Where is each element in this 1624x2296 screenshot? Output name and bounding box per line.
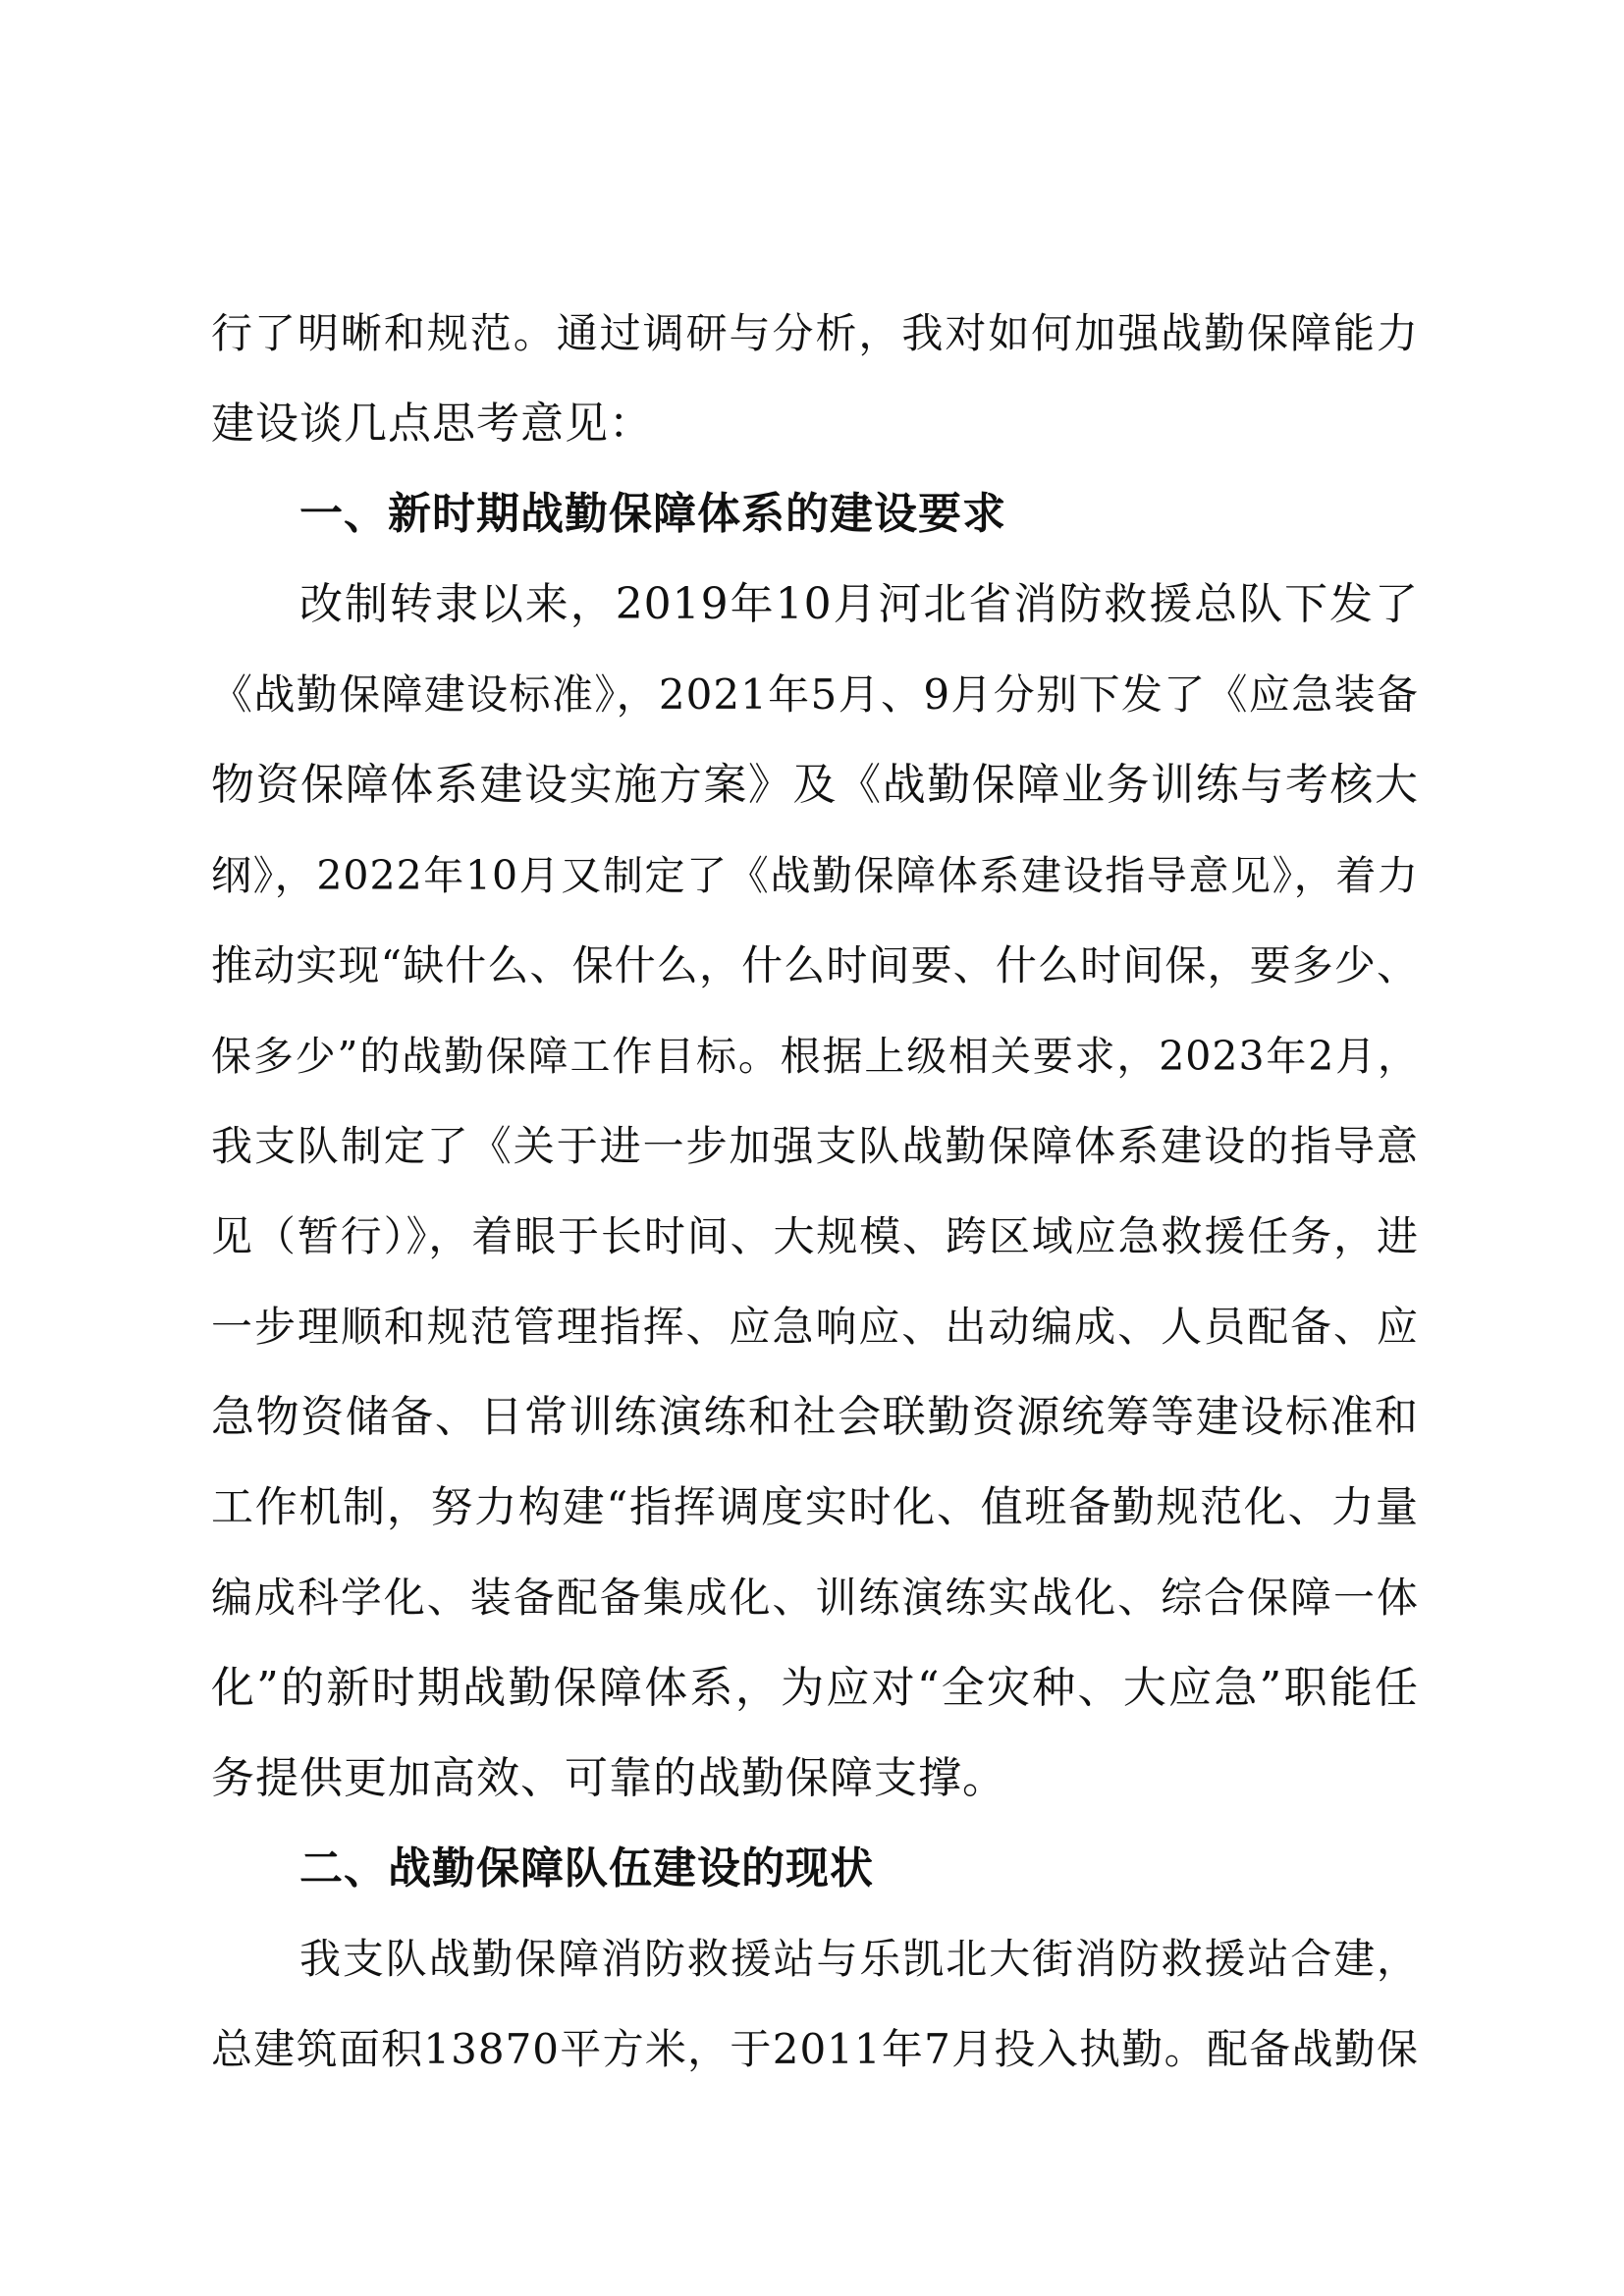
body-text-line: 保多少”的战勤保障工作目标。根据上级相关要求，2023年2月，: [211, 1033, 1419, 1080]
body-text-line: 急物资储备、日常训练演练和社会联勤资源统筹等建设标准和: [211, 1392, 1419, 1442]
body-text-line: 编成科学化、装备配备集成化、训练演练实战化、综合保障一体: [211, 1574, 1419, 1622]
body-text-line: 我支队战勤保障消防救援站与乐凯北大街消防救援站合建，: [299, 1935, 1419, 1983]
body-text-line: 工作机制，努力构建“指挥调度实时化、值班备勤规范化、力量: [211, 1483, 1419, 1532]
body-text-line: 建设谈几点思考意见：: [211, 399, 653, 449]
section-heading-2: 二、战勤保障队伍建设的现状: [299, 1843, 874, 1894]
body-text-line: 推动实现“缺什么、保什么，什么时间要、什么时间保，要多少、: [211, 941, 1419, 989]
body-text-line: 化”的新时期战勤保障体系，为应对“全灾种、大应急”职能任: [211, 1663, 1419, 1713]
body-text-line: 务提供更加高效、可靠的战勤保障支撑。: [211, 1753, 1006, 1803]
body-text-line: 改制转隶以来，2019年10月河北省消防救援总队下发了: [299, 579, 1419, 629]
body-text-line: 见（暂行）》，着眼于长时间、大规模、跨区域应急救援任务，进: [211, 1212, 1419, 1260]
body-text-line: 我支队制定了《关于进一步加强支队战勤保障体系建设的指导意: [211, 1122, 1419, 1170]
body-text-line: 《战勤保障建设标准》，2021年5月、9月分别下发了《应急装备: [211, 670, 1419, 719]
body-text-line: 总建筑面积13870平方米，于2011年7月投入执勤。配备战勤保: [211, 2025, 1419, 2073]
body-text-line: 一步理顺和规范管理指挥、应急响应、出动编成、人员配备、应: [211, 1303, 1419, 1351]
body-text-line: 行了明晰和规范。通过调研与分析，我对如何加强战勤保障能力: [211, 309, 1419, 357]
section-heading-1: 一、新时期战勤保障体系的建设要求: [299, 489, 1006, 539]
body-text-line: 纲》，2022年10月又制定了《战勤保障体系建设指导意见》，着力: [211, 852, 1419, 899]
body-text-line: 物资保障体系建设实施方案》及《战勤保障业务训练与考核大: [211, 760, 1419, 810]
